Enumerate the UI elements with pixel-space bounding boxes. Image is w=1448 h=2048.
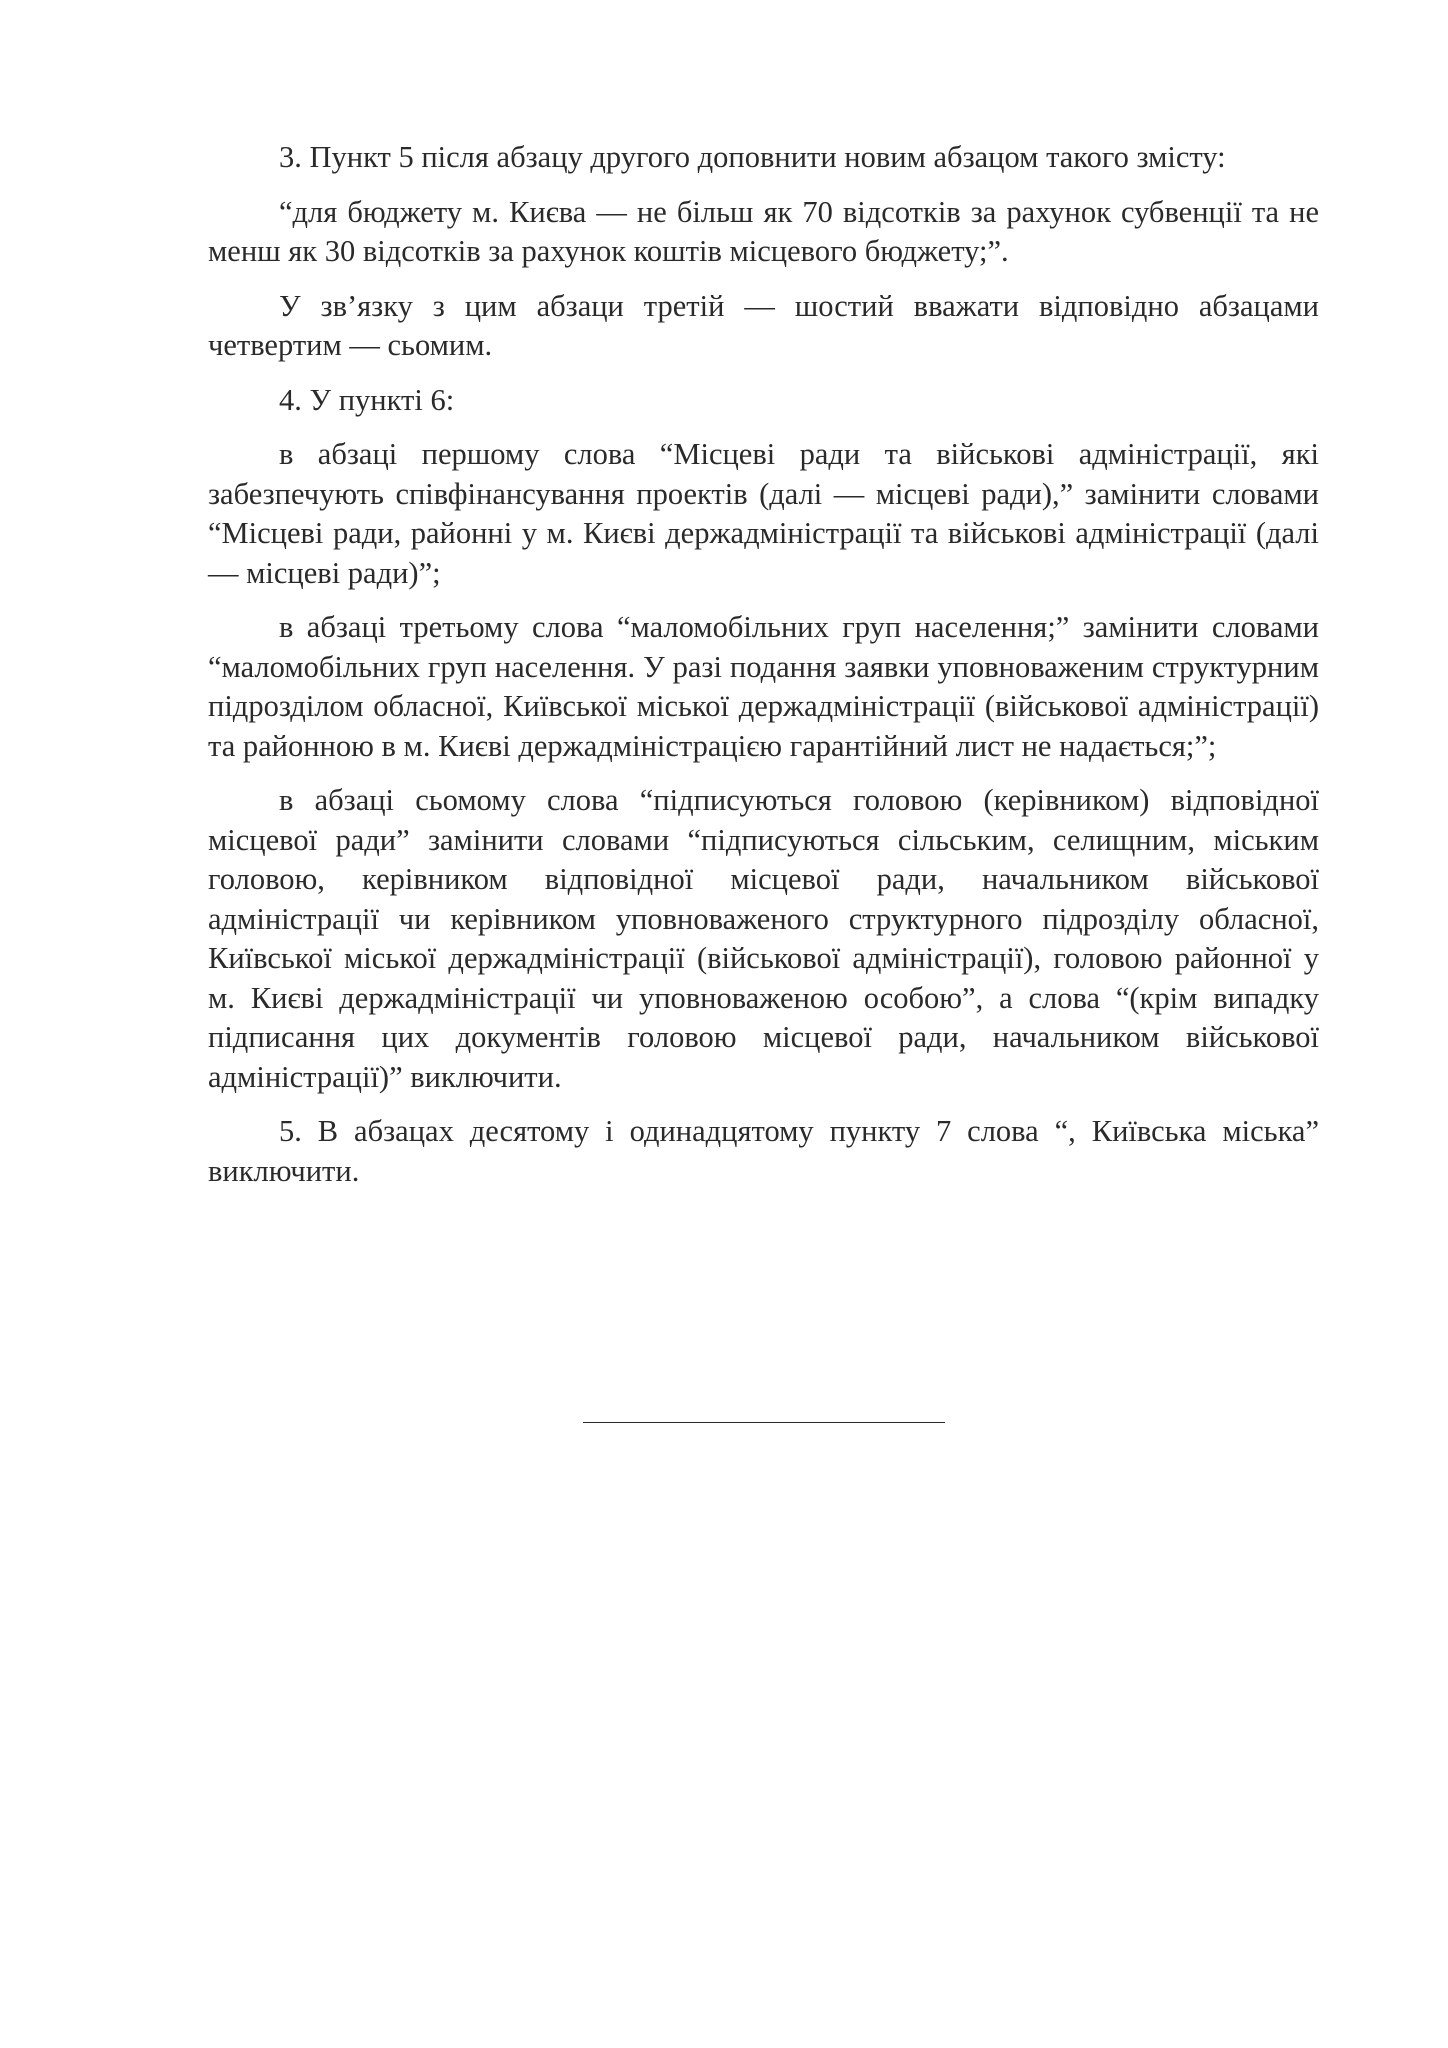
paragraph-renumbering: У зв’язку з цим абзаци третій — шостий вважати відповідно абзацами четвертим — сьомим. xyxy=(208,288,1319,362)
paragraph-item-5: 5. В абзацах десятому і одинадцятому пункту 7 слова “, Київська міська” виключити. xyxy=(208,1114,1319,1188)
paragraph-kyiv-budget-quote: “для бюджету м. Києва — не більш як 70 відсотків за рахунок субвенції та не менш як 30 відсотків за рахунок коштів місцевого бюджету;”. xyxy=(208,194,1319,268)
paragraph-item-4: 4. У пункті 6: xyxy=(279,382,455,417)
paragraph-seventh-abzats-change: в абзаці сьомому слова “підписуються головою (керівником) відповідної місцевої ради” замінити словами “підписуються сільським, селищним, міським головою, керівником відповідної місцевої ради, начальником військової адміністрації чи керівником уповноваженого структурного підрозділу обласної, Київської міської держадміністрації (військової адміністрації), головою районної у м. Києві держадміністрації чи уповноваженою особою”, а слова “(крім випадку підписання цих документів головою місцевої ради, начальником військової адміністрації)” виключити. xyxy=(208,783,1319,1094)
document-page xyxy=(208,138,1319,1191)
paragraph-item-3: 3. Пункт 5 після абзацу другого доповнити новим абзацом такого змісту: xyxy=(279,140,1226,174)
end-of-document-rule xyxy=(583,1422,945,1423)
paragraph-third-abzats-change: в абзаці третьому слова “маломобільних груп населення;” замінити словами “маломобільних груп населення. У разі подання заявки уповноваженим структурним підрозділом обласної, Київської міської держадміністрації (військової адміністрації) та районною в м. Києві держадміністрацією гарантійний лист не надається;”; xyxy=(208,610,1319,763)
paragraph-first-abzats-change: в абзаці першому слова “Місцеві ради та військові адміністрації, які забезпечують співфінансування проектів (далі — місцеві ради),” замінити словами “Місцеві ради, районні у м. Києві держадміністрації та військові адміністрації (далі — місцеві ради)”; xyxy=(208,437,1319,590)
